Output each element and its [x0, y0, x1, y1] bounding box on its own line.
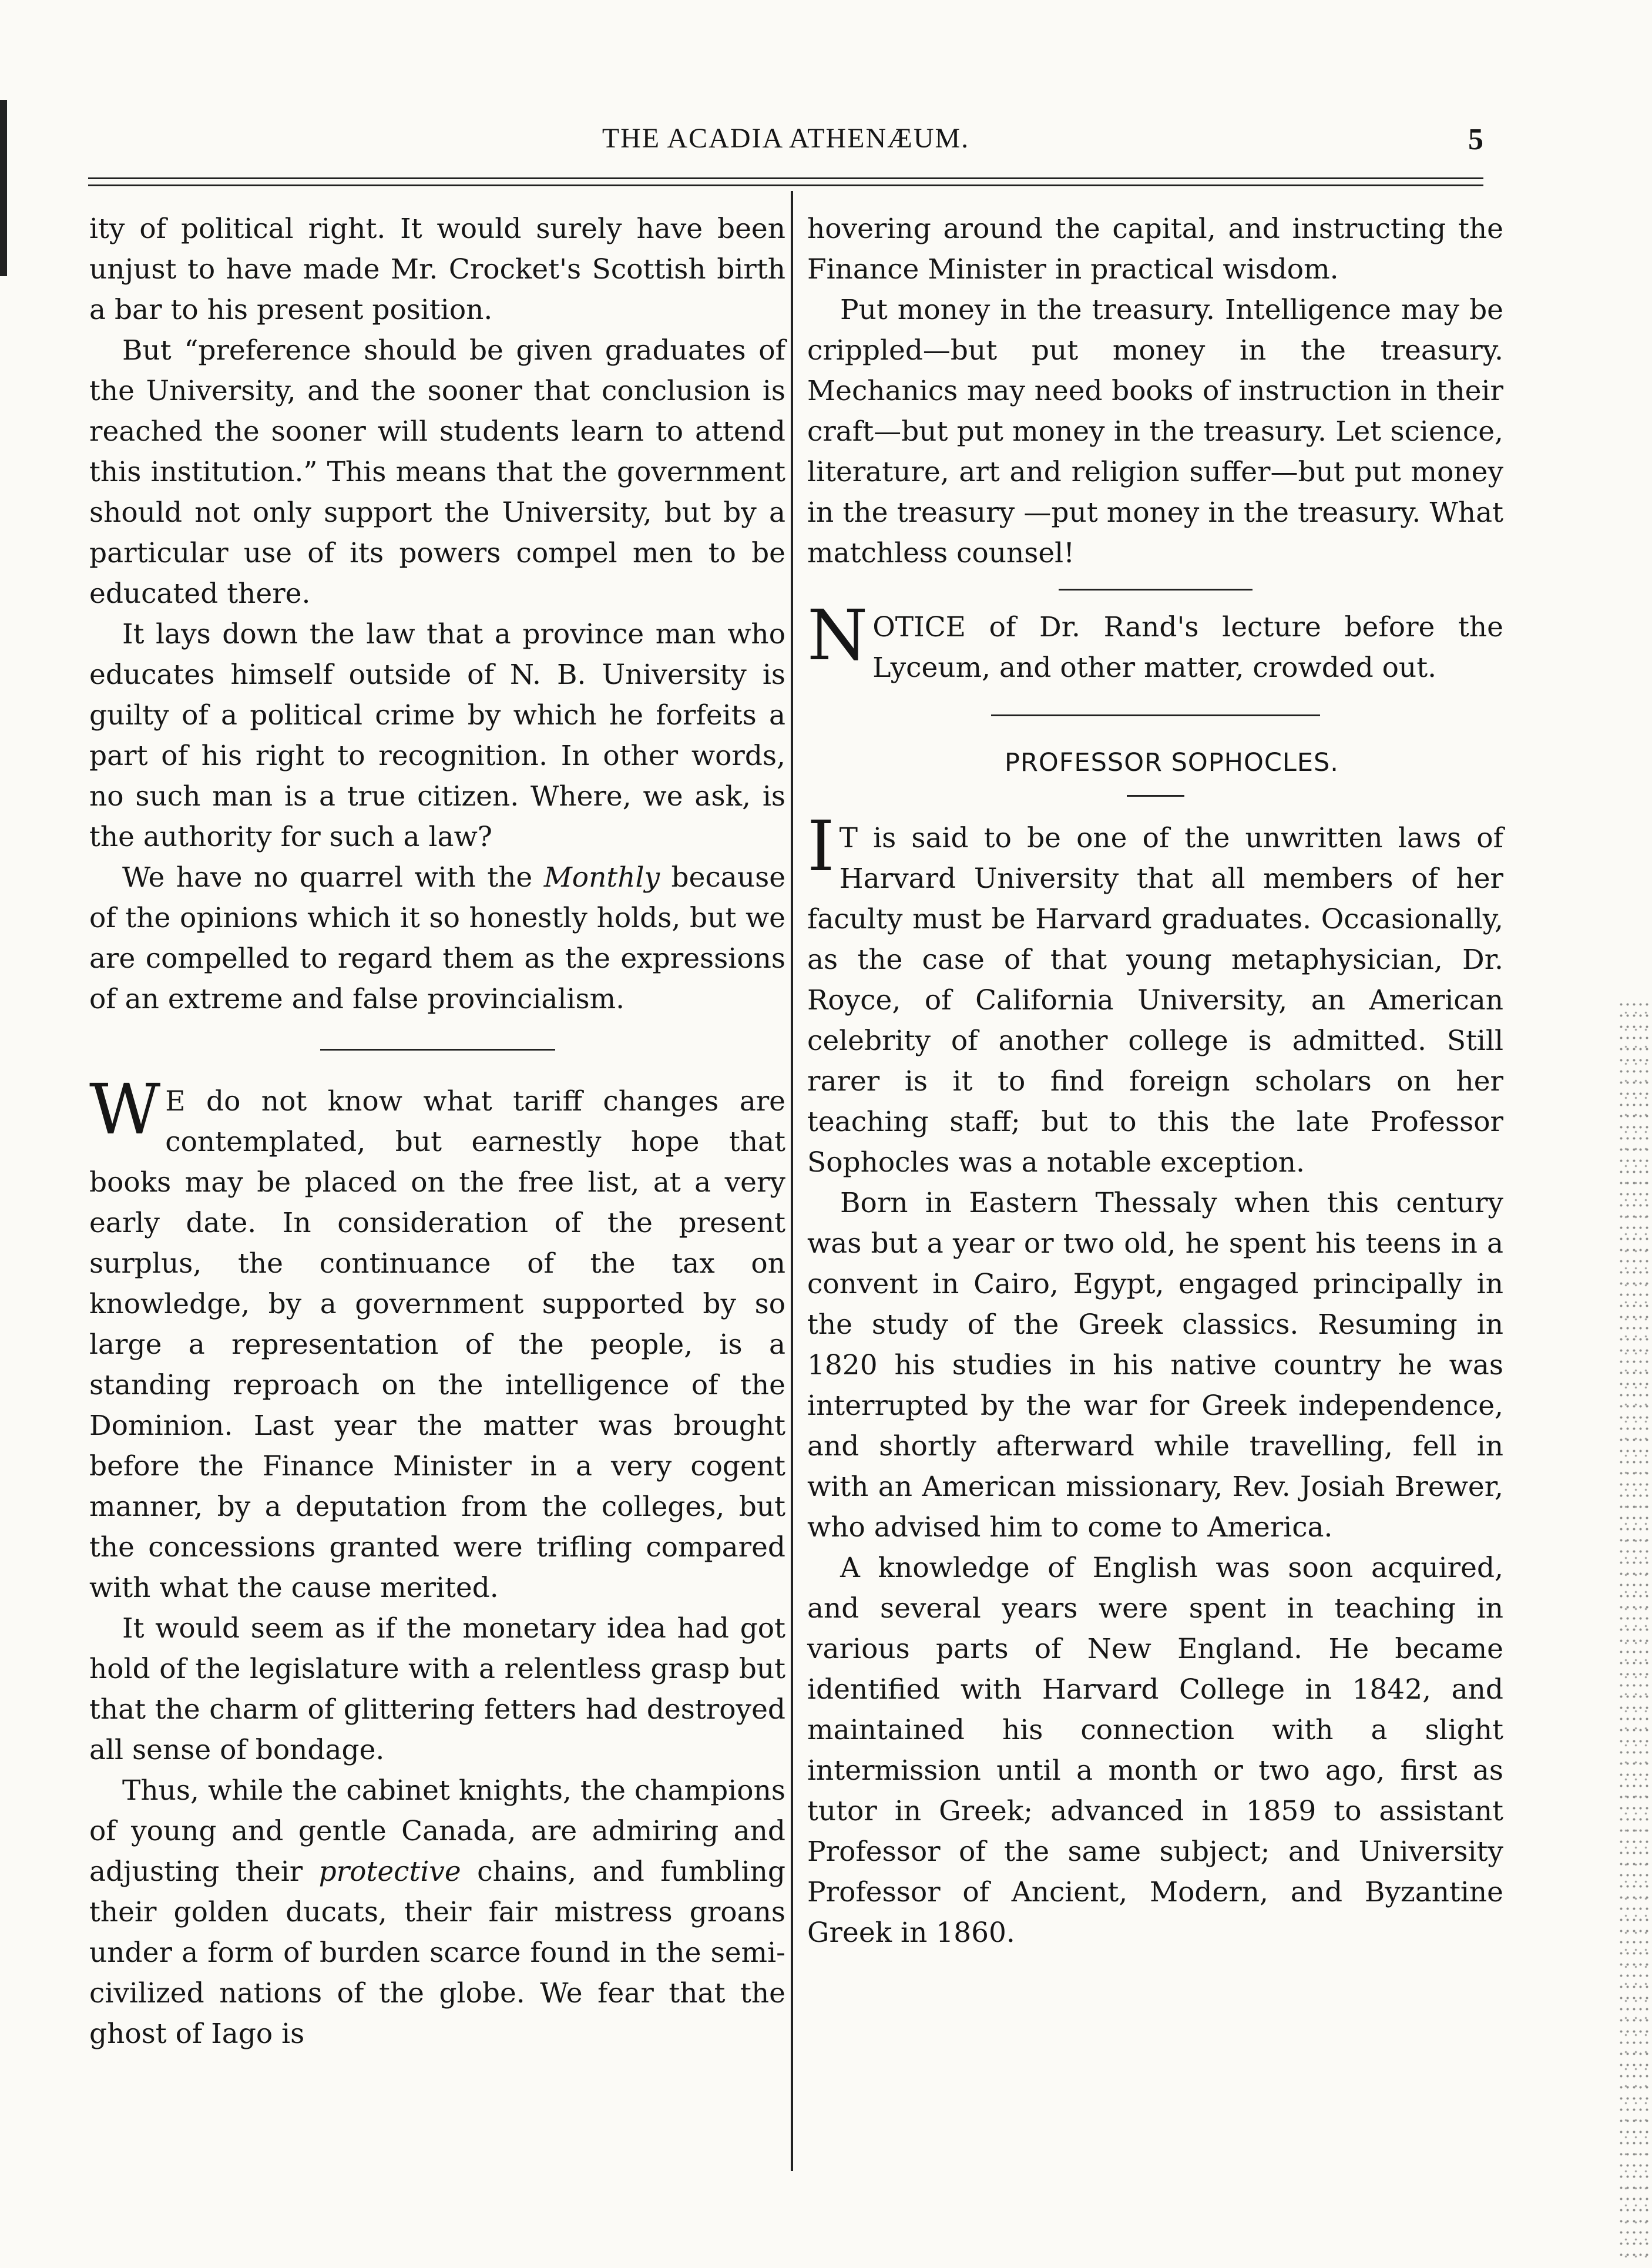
text-run: OTICE of Dr. Rand's lecture before the Lyceum, and other matter, crowded out.	[872, 611, 1503, 684]
italic-word: protective	[318, 1856, 461, 1888]
left-column	[89, 209, 785, 2054]
article-title: PROFESSOR SOPHOCLES.	[1005, 748, 1339, 777]
text-run: E do not know what tariff changes are contemplated, but earnestly hope that books may be placed on the free list, at a very early date. In consideration of the present surplus, the continuance of the tax on knowledge, by a government supported by so large a representation of the people, is a standing reproach on the intelligence of the Dominion. Last year the matter was brought before the Finance Minister in a very cogent manner, by a deputation from the colleges, but the concessions granted were trifling compared with what the cause merited.	[89, 1085, 785, 1604]
section-separator	[1059, 589, 1253, 591]
paragraph: ity of political right. It would surely have been unjust to have made Mr. Crocket's Scottish birth a bar to his present position.	[89, 213, 785, 326]
paragraph: hovering around the capital, and instructing the Finance Minister in practical wisdom.	[807, 213, 1503, 286]
paragraph: It lays down the law that a province man who educates himself outside of N. B. University is guilty of a political crime by which he forfeits a part of his right to recognition. In other words, no such man is a true citizen. Where, we ask, is the authority for such a law?	[89, 618, 785, 853]
text-run: Thus, while the cabinet knights, the champions of young and gentle Canada, are admiring and adjusting their	[89, 1774, 785, 1888]
text-run: T is said to be one of the unwritten laws of Harvard University that all members of her faculty must be Harvard graduates. Occasionally, as the case of that young metaphysician, Dr. Royce, of California University, an American celebrity of another college is admitted. Still rarer is it to find foreign scholars on her teaching staff; but to this the late Professor Sophocles was a notable exception.	[807, 822, 1503, 1179]
title-underline	[1127, 795, 1184, 797]
page-number: 5	[1468, 123, 1483, 156]
paragraph: Born in Eastern Thessaly when this century was but a year or two old, he spent his teens in a convent in Cairo, Egypt, engaged principally in the study of the Greek classics. Resuming in 1820 his studies in his native country he was interrupted by the war for Greek independence, and shortly afterward while travelling, fell in with an American missionary, Rev. Josiah Brewer, who advised him to come to America.	[807, 1187, 1503, 1544]
section-separator	[320, 1049, 555, 1051]
column-divider	[791, 191, 793, 2171]
right-column	[807, 209, 1503, 1953]
text-run: We have no quarrel with the	[122, 861, 544, 894]
italic-title: Monthly	[543, 861, 660, 894]
drop-cap: I	[807, 806, 835, 887]
page-header	[88, 122, 1483, 163]
paragraph: It would seem as if the monetary idea had got hold of the legislature with a relentless grasp but that the charm of glittering fetters had destroyed all sense of bondage.	[89, 1612, 785, 1766]
section-separator	[991, 714, 1320, 716]
scan-edge-shadow	[0, 100, 7, 276]
header-double-rule	[88, 177, 1483, 186]
paragraph-with-dropcap	[807, 806, 1503, 1183]
text-run: chains, and fumbling their golden ducats, their fair mistress groans under a form of burden scarce found in the semi-civilized nations of the globe. We fear that the ghost of Iago is	[89, 1856, 785, 2050]
paragraph	[89, 1770, 785, 2054]
running-title: THE ACADIA ATHENÆUM.	[602, 123, 970, 154]
text-run: because of the opinions which it so honestly holds, but we are compelled to regard them as the expressions of an extreme and false provincialism.	[89, 861, 786, 1015]
paragraph	[89, 857, 785, 1019]
paragraph: But “preference should be given graduates of the University, and the sooner that conclusion is reached the sooner will students learn to attend this institution.” This means that the government should not only support the University, but by a particular use of its powers compel men to be educated there.	[89, 334, 785, 610]
drop-cap: W	[89, 1069, 161, 1150]
drop-cap: N	[807, 595, 868, 676]
paragraph-with-dropcap	[89, 1069, 785, 1608]
paragraph: A knowledge of English was soon acquired, and several years were spent in teaching in various parts of New England. He became identified with Harvard College in 1842, and maintained his connection with a slight intermission until a month or two ago, first as tutor in Greek; advanced in 1859 to assistant Professor of the same subject; and University Professor of Ancient, Modern, and Byzantine Greek in 1860.	[807, 1552, 1503, 1949]
paragraph: Put money in the treasury. Intelligence may be crippled—but put money in the treasury. Mechanics may need books of instruction in their craft—but put money in the treasury. Let science, literature, art and religion suffer—but put money in the treasury —put money in the treasury. What matchless counsel!	[807, 294, 1503, 569]
scan-noise-margin	[1618, 999, 1652, 2262]
notice-paragraph	[807, 595, 1503, 688]
